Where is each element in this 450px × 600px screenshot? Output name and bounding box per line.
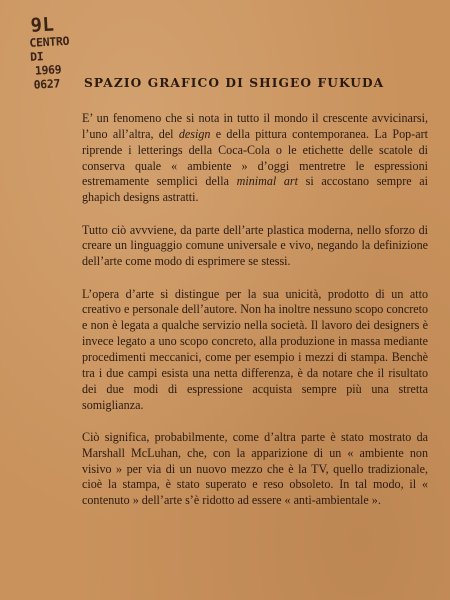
article-paragraph [82, 287, 428, 414]
handwritten-shelfmark [26, 13, 90, 92]
shelfmark-line: 0627 [33, 76, 61, 92]
article-paragraph [82, 430, 428, 509]
text-run: Ciò significa, probabilmente, come d’altra parte è stato mostrato da Marshall McLuhan, che, con la apparizione di un « ambiente non visivo » per via di un nuovo mezzo che è la TV, quello tradizionale, cioè la stampa, è stato superato e reso obsoleto. In tal modo, il « contenuto » dell’arte s’è ridotto ad essere « anti-ambientale ». [82, 429, 428, 508]
article-body [82, 111, 428, 526]
text-run: E’ un fenomeno che si nota in tutto il mondo il crescente avvicinarsi, l’uno all’altra, del [82, 111, 428, 141]
article-paragraph [82, 223, 428, 271]
shelfmark-line: CENTRO DI [29, 33, 70, 64]
article-title: SPAZIO GRAFICO DI SHIGEO FUKUDA [84, 76, 385, 90]
text-run: e della pittura contemporanea. La Pop-art riprende i letterings della Coca-Cola o le etichette delle scatole di conserva quale « ambiente » d’oggi mentretre le espressioni estremamente semplici della [82, 126, 428, 189]
text-run: si accostano sempre ai ghapich designs astratti. [82, 174, 428, 205]
text-run: L’opera d’arte si distingue per la sua unicità, prodotto di un atto creativo e personale dell’autore. Non ha inoltre nessuno scopo concreto e non è legata a qualche servizio nella società. Il lavoro dei designers è invece legato a uno scopo concreto, alla produzione in massa mediante procedimenti meccanici, come per esempio i mezzi di stampa. Benchè tra i due campi esista una netta differenza, è da notare che il risultato dei due modi di espressione acquista sempre più una stretta somiglianza. [82, 286, 428, 412]
text-run: Tutto ciò avvviene, da parte dell’arte plastica moderna, nello sforzo di creare un linguaggio comune universale e vivo, negando la definizione dell’arte come modo di esprimere se stessi. [82, 222, 428, 269]
article-paragraph [82, 111, 428, 206]
italic-text-run: minimal art [236, 174, 298, 189]
italic-text-run: design [178, 126, 211, 141]
shelfmark-line: 1969 [34, 62, 62, 78]
shelfmark-line: 9L [29, 13, 55, 37]
